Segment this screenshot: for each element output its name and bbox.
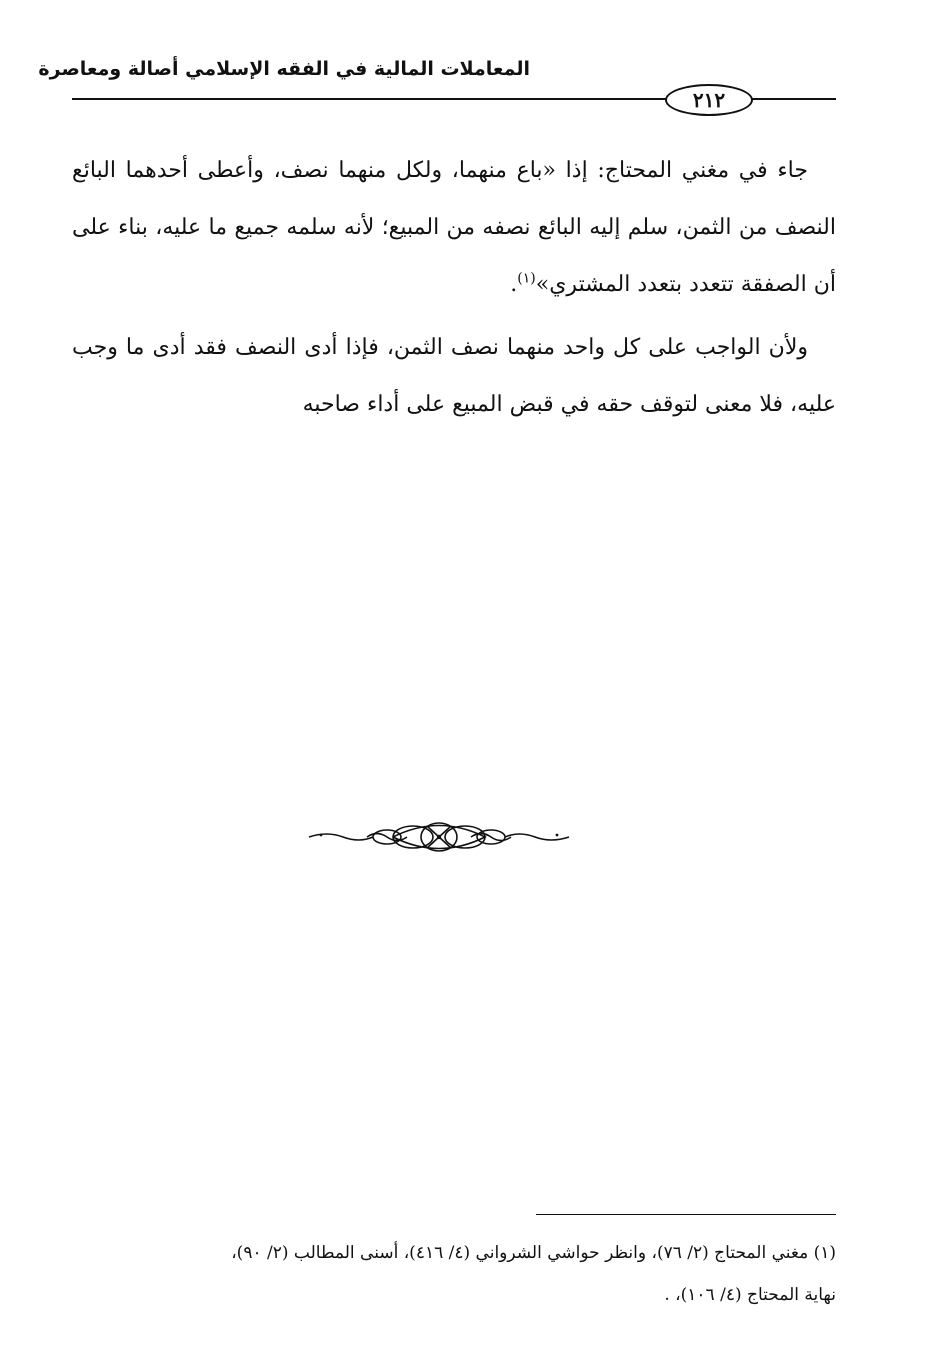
footnote-line: نهاية المحتاج (٤/ ١٠٦)، .: [664, 1285, 836, 1305]
ornament-divider-icon: [307, 820, 571, 854]
running-title: المعاملات المالية في الفقه الإسلامي أصالة ومعاصرة: [38, 58, 530, 80]
paragraph: [72, 319, 836, 433]
paragraph: [72, 142, 836, 313]
page-number: ٢١٢: [665, 84, 753, 116]
footnote-rule: [536, 1214, 836, 1215]
footnote-line: (١) مغني المحتاج (٢/ ٧٦)، وانظر حواشي الشرواني (٤/ ٤١٦)، أسنى المطالب (٢/ ٩٠)،: [231, 1243, 836, 1263]
main-text: [72, 142, 836, 439]
footnotes: [72, 1232, 836, 1316]
paragraph-text: ولأن الواجب على كل واحد منهما نصف الثمن، فإذا أدى النصف فقد أدى ما وجب عليه، فلا معنى لتوقف حقه في قبض المبيع على أداء صاحبه: [72, 335, 836, 417]
footnote-reference: (١): [517, 270, 536, 287]
paragraph-tail: .: [510, 272, 518, 297]
paragraph-text: جاء في مغني المحتاج: إذا «باع منهما، ولكل منهما نصف، وأعطى أحدهما البائع النصف من الثمن، سلم إليه البائع نصفه من المبيع؛ لأنه سلمه جميع ما عليه، بناء على أن الصفقة تتعدد بتعدد المشتري»: [72, 158, 836, 297]
